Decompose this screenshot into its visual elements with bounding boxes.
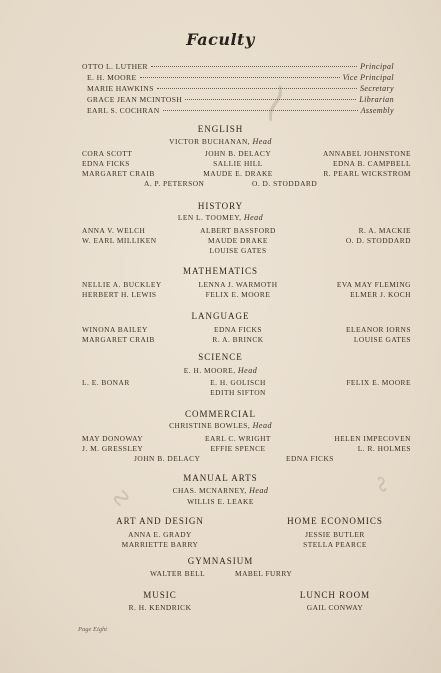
faculty-name: HERBERT H. LEWIS bbox=[82, 290, 157, 299]
officer-role: Librarian bbox=[359, 95, 394, 104]
faculty-name: WILLIS E. LEAKE bbox=[187, 497, 254, 506]
faculty-name: LENNA J. WARMOTH bbox=[198, 280, 278, 289]
faculty-name: CORA SCOTT bbox=[82, 149, 133, 158]
section-heading-language: LANGUAGE bbox=[191, 311, 250, 321]
head-label: Head bbox=[252, 137, 272, 146]
faculty-name: J. M. GRESSLEY bbox=[82, 444, 144, 453]
faculty-name: JOHN B. DELACY bbox=[204, 149, 272, 158]
faculty-name: JESSIE BUTLER bbox=[305, 530, 365, 539]
leader-dots bbox=[163, 110, 358, 111]
department-head bbox=[0, 213, 441, 222]
department-head bbox=[0, 421, 441, 430]
faculty-name: EDITH SIFTON bbox=[210, 388, 266, 397]
leader-dots bbox=[140, 77, 340, 78]
faculty-name: R. H. KENDRICK bbox=[128, 603, 192, 612]
page-title: Faculty bbox=[186, 30, 255, 49]
faculty-name: WINONA BAILEY bbox=[82, 325, 148, 334]
section-heading-art-design: ART AND DESIGN bbox=[116, 516, 204, 526]
handwriting-marks: ⁓ bbox=[246, 76, 304, 130]
section-heading-english: ENGLISH bbox=[197, 124, 244, 134]
officer-name: E. H. MOORE bbox=[87, 73, 137, 82]
section-heading-home-economics: HOME ECONOMICS bbox=[287, 516, 383, 526]
officer-name: GRACE JEAN MCINTOSH bbox=[87, 95, 183, 104]
section-heading-mathematics: MATHEMATICS bbox=[182, 266, 258, 276]
faculty-name: R. A. MACKIE bbox=[358, 226, 411, 235]
officer-name: EARL S. COCHRAN bbox=[87, 106, 160, 115]
faculty-name: WALTER BELL bbox=[150, 569, 206, 578]
leader-dots bbox=[151, 66, 357, 67]
officer-row bbox=[82, 62, 394, 73]
faculty-name: FELIX E. MOORE bbox=[205, 290, 271, 299]
faculty-name: MARRIETTE BARRY bbox=[121, 540, 199, 549]
department-head bbox=[0, 366, 441, 375]
head-name: LEN L. TOOMEY, bbox=[177, 213, 242, 222]
officer-name: MARIE HAWKINS bbox=[87, 84, 154, 93]
faculty-name: GAIL CONWAY bbox=[306, 603, 364, 612]
page-number: Page Eight bbox=[78, 626, 108, 633]
faculty-name: EDNA FICKS bbox=[214, 325, 262, 334]
officer-row bbox=[82, 106, 394, 117]
faculty-name: MARGARET CRAIB bbox=[82, 169, 155, 178]
head-label: Head bbox=[252, 421, 272, 430]
faculty-name: R. A. BRINCK bbox=[212, 335, 264, 344]
head-name: VICTOR BUCHANAN, bbox=[169, 137, 251, 146]
faculty-name: ALBERT BASSFORD bbox=[200, 226, 276, 235]
head-name: CHAS. MCNARNEY, bbox=[172, 486, 247, 495]
faculty-name: JOHN B. DELACY bbox=[134, 454, 201, 463]
faculty-name: MAUDE E. DRAKE bbox=[203, 169, 273, 178]
head-name: E. H. MOORE, bbox=[183, 366, 236, 375]
faculty-name: A. P. PETERSON bbox=[144, 179, 205, 188]
section-heading-science: SCIENCE bbox=[198, 352, 243, 362]
head-label: Head bbox=[237, 366, 258, 375]
faculty-name: O. D. STODDARD bbox=[345, 236, 411, 245]
faculty-name: MAUDE DRAKE bbox=[208, 236, 268, 245]
officer-role: Secretary bbox=[360, 84, 394, 93]
faculty-name: EDNA FICKS bbox=[82, 159, 130, 168]
faculty-name: ELMER J. KOCH bbox=[350, 290, 411, 299]
faculty-name: LOUISE GATES bbox=[209, 246, 267, 255]
officers-list bbox=[82, 62, 394, 117]
faculty-name: FELIX E. MOORE bbox=[346, 378, 411, 387]
faculty-name: W. EARL MILLIKEN bbox=[82, 236, 157, 245]
faculty-name: MAY DONOWAY bbox=[82, 434, 144, 443]
faculty-name: L. R. HOLMES bbox=[357, 444, 411, 453]
section-heading-commercial: COMMERCIAL bbox=[184, 409, 256, 419]
faculty-name: ELEANOR IORNS bbox=[345, 325, 411, 334]
officer-row bbox=[82, 84, 394, 95]
faculty-name: EDNA FICKS bbox=[286, 454, 334, 463]
officer-name: OTTO L. LUTHER bbox=[82, 62, 148, 71]
faculty-name: EFFIE SPENCE bbox=[210, 444, 266, 453]
faculty-name: NELLIE A. BUCKLEY bbox=[82, 280, 162, 289]
section-heading-history: HISTORY bbox=[197, 201, 244, 211]
faculty-name: ANNA V. WELCH bbox=[82, 226, 146, 235]
faculty-name: O. D. STODDARD bbox=[252, 179, 318, 188]
faculty-name: MARGARET CRAIB bbox=[82, 335, 155, 344]
faculty-name: ANNABEL JOHNSTONE bbox=[323, 149, 411, 158]
section-heading-lunch-room: LUNCH ROOM bbox=[299, 590, 371, 600]
faculty-name: E. H. GOLISCH bbox=[210, 378, 266, 387]
officer-role: Vice Principal bbox=[342, 73, 394, 82]
faculty-name: ANNA E. GRADY bbox=[128, 530, 192, 539]
faculty-name: LOUISE GATES bbox=[353, 335, 411, 344]
section-heading-music: MUSIC bbox=[143, 590, 177, 600]
faculty-name: HELEN IMPECOVEN bbox=[334, 434, 411, 443]
head-label: Head bbox=[243, 213, 264, 222]
faculty-name: STELLA PEARCE bbox=[303, 540, 367, 549]
faculty-name: EVA MAY FLEMING bbox=[336, 280, 411, 289]
handwriting-marks-3: ∾ bbox=[367, 471, 396, 494]
officer-row bbox=[82, 73, 394, 84]
head-name: CHRISTINE BOWLES, bbox=[169, 421, 251, 430]
section-heading-gymnasium: GYMNASIUM bbox=[187, 556, 254, 566]
faculty-name: EARL C. WRIGHT bbox=[205, 434, 271, 443]
faculty-name: EDNA B. CAMPBELL bbox=[332, 159, 411, 168]
faculty-name: L. E. BONAR bbox=[82, 378, 130, 387]
faculty-name: R. PEARL WICKSTROM bbox=[323, 169, 411, 178]
officer-role: Principal bbox=[360, 62, 394, 71]
faculty-name: MABEL FURRY bbox=[235, 569, 293, 578]
leader-dots bbox=[157, 88, 357, 89]
faculty-name: SALLIE HILL bbox=[213, 159, 263, 168]
department-head bbox=[0, 486, 441, 495]
officer-row bbox=[82, 95, 394, 106]
handwriting-marks-2: ∿ bbox=[103, 485, 139, 515]
section-heading-manual-arts: MANUAL ARTS bbox=[183, 473, 258, 483]
department-head bbox=[0, 137, 441, 146]
head-label: Head bbox=[249, 486, 269, 495]
officer-role: Assembly bbox=[360, 106, 394, 115]
leader-dots bbox=[185, 99, 356, 100]
